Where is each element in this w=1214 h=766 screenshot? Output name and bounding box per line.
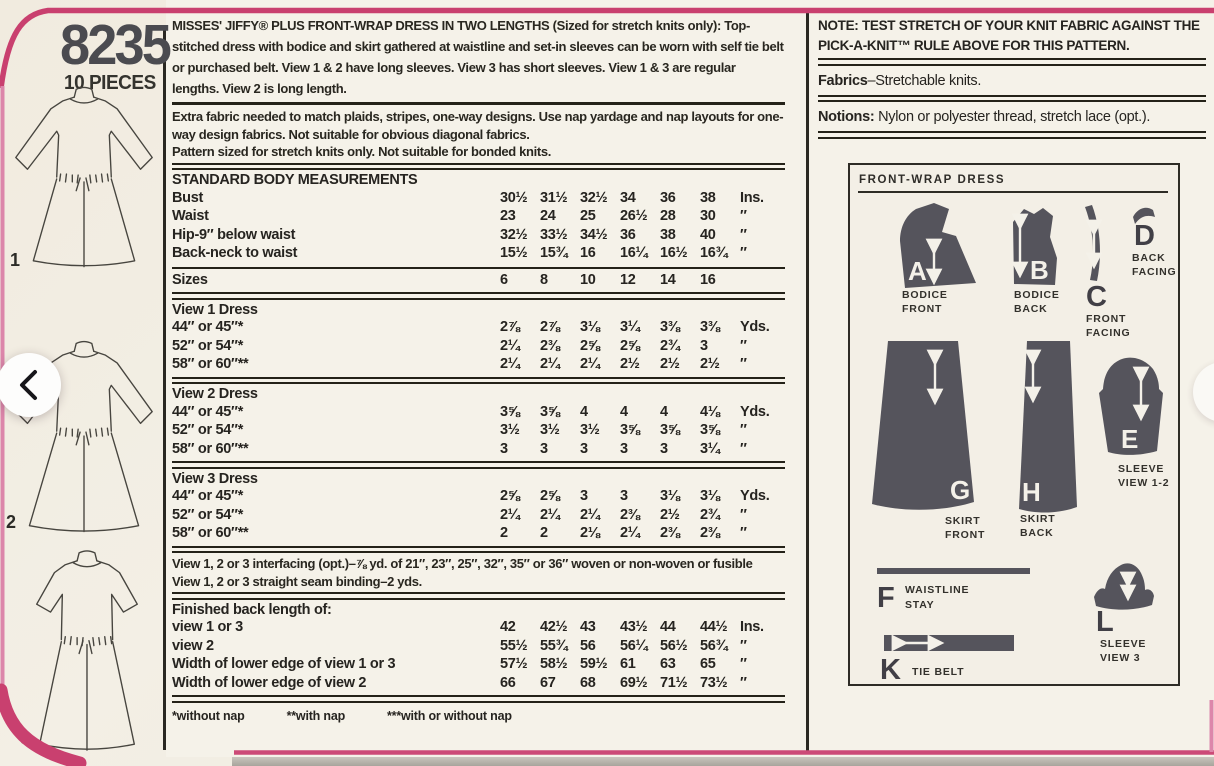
row-label: 58″ or 60″** (172, 440, 249, 457)
table-row (172, 675, 785, 694)
section-rule-double (172, 163, 785, 171)
section-rule-double (172, 292, 785, 300)
row-value: 34½ (580, 226, 608, 243)
row-value: 66 (500, 674, 516, 691)
piece-f-label: WAISTLINE (905, 584, 970, 596)
row-label: 44″ or 45″* (172, 488, 244, 504)
row-value: 56¾ (700, 637, 728, 654)
sizes-table (172, 272, 785, 291)
row-value: 2¼ (540, 506, 560, 523)
row-label: Back-neck to waist (172, 245, 298, 261)
row-value: 3⅝ (660, 422, 680, 438)
row-unit: ″ (740, 245, 747, 261)
row-unit: ″ (740, 525, 747, 541)
row-value: 16 (700, 271, 716, 288)
row-unit: ″ (740, 656, 747, 672)
section-rule-double (818, 131, 1206, 139)
svg-text:BACK: BACK (1020, 527, 1054, 539)
row-value: 2¼ (580, 356, 600, 372)
view-3-yardage-heading: View 3 Dress (172, 470, 258, 487)
row-value: 3⅜ (700, 319, 720, 335)
section-rule (172, 102, 785, 105)
row-value: 2⅝ (580, 337, 600, 354)
row-value: 71½ (660, 674, 688, 691)
view-1-yardage-heading: View 1 Dress (172, 301, 258, 318)
pattern-pieces-drawing (850, 165, 1177, 683)
row-value: 68 (580, 674, 596, 691)
section-rule-double (818, 58, 1206, 66)
piece-f-shape (877, 568, 1030, 574)
row-unit: ″ (740, 637, 747, 654)
pattern-description: MISSES' JIFFY® PLUS FRONT-WRAP DRESS IN TWO LENGTHS (Sized for stretch knits only): Top-stitched dress with bodice and skirt gathered at waistline and set-in sleeves can be worn with self tie belt or purchased belt. View 1 & 2 have long sleeves. View 3 has short sleeves. View 1 & 3 are regular lengths. View 2 is long length. (172, 18, 784, 96)
row-value: 42½ (540, 619, 568, 635)
piece-l-letter: L (1096, 606, 1114, 638)
row-value: 2⅛ (580, 525, 600, 541)
row-value: 63 (660, 656, 676, 672)
row-value: 56¼ (620, 637, 648, 654)
row-value: 3⅝ (700, 422, 720, 438)
view-1-dress-illustration (8, 82, 160, 274)
row-value: 3⅛ (700, 488, 720, 504)
row-value: 38 (700, 189, 716, 206)
row-value: 36 (620, 226, 636, 243)
view-3-yardage-table (172, 488, 785, 544)
row-value: 2½ (660, 506, 680, 523)
piece-l-shape (1094, 563, 1154, 609)
row-value: 2¼ (620, 525, 640, 541)
table-row (172, 356, 785, 375)
row-value: 2⅝ (620, 337, 640, 354)
piece-c-shape (1085, 205, 1100, 281)
row-value: 44½ (700, 619, 728, 635)
row-value: 42 (500, 619, 516, 635)
row-value: 23 (500, 208, 516, 224)
row-value: 61 (620, 656, 636, 672)
row-label: 58″ or 60″** (172, 356, 249, 372)
chevron-left-icon (14, 368, 44, 402)
row-value: 44 (660, 619, 676, 635)
column-divider-right (806, 12, 809, 752)
row-label: 44″ or 45″* (172, 319, 244, 335)
table-row (172, 441, 785, 460)
interfacing-note: View 1, 2 or 3 interfacing (opt.)–⅞ yd. of 21″, 23″, 25″, 32″, 35″ or 36″ woven or non-woven or fusible View 1, 2 or 3 straight seam binding–2 yds. (172, 556, 753, 589)
row-value: 16½ (660, 245, 688, 261)
svg-text:FRONT: FRONT (945, 529, 986, 541)
row-value: 58½ (540, 656, 568, 672)
row-value: 56½ (660, 637, 688, 654)
view-2-yardage-table (172, 404, 785, 460)
row-value: 2⅜ (700, 525, 720, 541)
nap-footnotes (172, 709, 785, 723)
piece-l-label: SLEEVE (1100, 638, 1147, 650)
row-value: 4 (620, 403, 628, 420)
row-value: 33½ (540, 226, 568, 243)
table-row (172, 619, 785, 638)
row-unit: ″ (740, 208, 747, 224)
row-unit: ″ (740, 356, 747, 372)
row-value: 69½ (620, 674, 648, 691)
row-value: 2¾ (700, 506, 720, 523)
row-label: view 1 or 3 (172, 619, 243, 635)
table-row (172, 638, 785, 657)
table-row (172, 656, 785, 675)
svg-text:FRONT: FRONT (902, 303, 943, 315)
row-value: 34 (620, 189, 636, 206)
piece-f-letter: F (877, 582, 895, 614)
row-value: 2⅝ (500, 488, 520, 504)
row-value: 2 (540, 525, 548, 541)
row-unit: Ins. (740, 619, 764, 635)
row-value: 55¾ (540, 637, 568, 654)
row-value: 26½ (620, 208, 648, 224)
piece-a-label: BODICE (902, 289, 948, 301)
row-value: 73½ (700, 674, 728, 691)
row-value: 16 (580, 245, 596, 261)
piece-b-label: BODICE (1014, 289, 1060, 301)
piece-e-letter: E (1121, 424, 1139, 454)
row-label: Width of lower edge of view 2 (172, 674, 367, 691)
row-unit: Yds. (740, 319, 770, 335)
section-rule-double (172, 695, 785, 703)
piece-k-label: TIE BELT (912, 666, 965, 678)
row-value: 3 (620, 488, 628, 504)
footnote-with-or-without-nap: ***with or without nap (387, 708, 512, 723)
view-2-number: 2 (6, 512, 17, 532)
row-value: 3 (580, 440, 588, 457)
row-value: 2⅜ (540, 337, 560, 354)
view-2-yardage-heading: View 2 Dress (172, 386, 258, 402)
row-value: 2⅜ (660, 525, 680, 541)
row-value: 59½ (580, 656, 608, 672)
section-rule-double (172, 592, 785, 600)
table-row (172, 422, 785, 441)
row-label: Width of lower edge of view 1 or 3 (172, 656, 396, 672)
row-value: 3⅛ (580, 319, 600, 335)
row-value: 65 (700, 656, 716, 672)
piece-k-letter: K (880, 654, 901, 683)
row-value: 55½ (500, 637, 528, 654)
piece-g-letter: G (950, 475, 971, 505)
row-value: 2¼ (500, 356, 520, 372)
pattern-pieces-diagram (848, 163, 1180, 686)
view-3-number: 3 (20, 728, 31, 748)
row-value: 15¾ (540, 245, 568, 261)
row-unit: ″ (740, 674, 747, 691)
row-unit: Yds. (740, 403, 770, 420)
row-value: 2½ (620, 356, 640, 372)
row-value: 24 (540, 208, 556, 224)
row-value: 43½ (620, 619, 648, 635)
row-unit: ″ (740, 506, 747, 523)
row-value: 25 (580, 208, 596, 224)
piece-d-letter: D (1134, 220, 1155, 252)
row-label: 44″ or 45″* (172, 403, 244, 420)
row-unit: ″ (740, 337, 747, 354)
row-value: 43 (580, 619, 596, 635)
body-measurements-heading: STANDARD BODY MEASUREMENTS (172, 172, 418, 188)
row-unit: ″ (740, 440, 747, 457)
row-value: 32½ (580, 189, 608, 206)
row-label: Bust (172, 189, 204, 206)
row-value: 2½ (660, 356, 680, 372)
row-value: 3 (500, 440, 508, 457)
table-row (172, 227, 785, 246)
row-value: 10 (580, 271, 596, 288)
svg-text:VIEW 1-2: VIEW 1-2 (1118, 477, 1170, 489)
section-rule-double (172, 377, 785, 385)
row-label: 52″ or 54″* (172, 506, 244, 523)
row-value: 2¼ (580, 506, 600, 523)
pieces-count-label: 10 PIECES (64, 72, 156, 94)
row-value: 2⅝ (540, 488, 560, 504)
row-value: 2¼ (500, 506, 520, 523)
svg-text:FACING: FACING (1132, 266, 1177, 278)
row-value: 56 (580, 637, 596, 654)
row-value: 2⅞ (500, 319, 520, 335)
table-row (172, 190, 785, 209)
row-unit: Ins. (740, 189, 764, 206)
row-value: 36 (660, 189, 676, 206)
row-value: 38 (660, 226, 676, 243)
row-value: 12 (620, 271, 636, 288)
row-label: Sizes (172, 271, 208, 288)
row-value: 2¼ (500, 337, 520, 354)
table-row (172, 208, 785, 227)
svg-text:STAY: STAY (905, 599, 935, 611)
extra-fabric-note: Extra fabric needed to match plaids, stripes, one-way designs. Use nap yardage and nap layouts for one-way design fabrics. Not suitable for obvious diagonal fabrics. Pattern sized for stretch knits only. Not suitable for bonded knits. (172, 109, 784, 159)
table-row (172, 245, 785, 264)
row-label: 58″ or 60″** (172, 525, 249, 541)
pieces-box-title: FRONT-WRAP DRESS (859, 174, 1006, 186)
piece-b-letter: B (1030, 255, 1049, 285)
row-value: 3⅛ (660, 488, 680, 504)
row-value: 4 (580, 403, 588, 420)
piece-g-label: SKIRT (945, 515, 981, 527)
row-value: 3⅝ (620, 422, 640, 438)
table-row (172, 488, 785, 507)
table-row (172, 507, 785, 526)
piece-h-letter: H (1022, 477, 1041, 507)
piece-e-label: SLEEVE (1118, 463, 1165, 475)
view-1-yardage-table (172, 319, 785, 375)
column-divider-left (163, 28, 166, 750)
piece-h-label: SKIRT (1020, 513, 1056, 525)
finished-length-table (172, 619, 785, 693)
footnote-with-nap: **with nap (286, 708, 346, 723)
fabrics-line: Fabrics–Stretchable knits. (818, 72, 982, 89)
svg-text:VIEW 3: VIEW 3 (1100, 652, 1141, 664)
svg-text:FACING: FACING (1086, 327, 1131, 339)
row-label: 52″ or 54″* (172, 422, 244, 438)
piece-d-label: BACK (1132, 252, 1166, 264)
piece-c-label: FRONT (1086, 313, 1127, 325)
row-value: 31½ (540, 189, 568, 206)
table-row (172, 404, 785, 423)
row-value: 6 (500, 271, 508, 288)
view-3-dress-illustration (12, 546, 160, 760)
row-value: 3¼ (700, 440, 720, 457)
carousel-prev-button[interactable] (0, 353, 61, 417)
row-label: view 2 (172, 637, 214, 654)
pattern-number: 8235 (60, 13, 170, 77)
view-1-number: 1 (10, 250, 21, 270)
row-value: 16¼ (620, 245, 648, 261)
row-value: 3 (540, 440, 548, 457)
row-value: 3 (580, 488, 588, 504)
svg-text:BACK: BACK (1014, 303, 1048, 315)
row-value: 4 (660, 403, 668, 420)
row-value: 3⅝ (540, 403, 560, 420)
row-value: 3½ (580, 422, 600, 438)
row-value: 3½ (500, 422, 520, 438)
row-value: 16¾ (700, 245, 728, 261)
row-value: 3 (660, 440, 668, 457)
scan-edge-band (232, 757, 1214, 766)
row-value: 3⅝ (500, 403, 520, 420)
row-value: 4⅛ (700, 403, 720, 420)
row-value: 2¾ (660, 337, 680, 354)
section-rule-double (818, 95, 1206, 103)
row-value: 2½ (700, 356, 720, 372)
row-value: 40 (700, 226, 716, 243)
table-row (172, 338, 785, 357)
row-value: 3¼ (620, 319, 640, 335)
row-value: 2⅞ (540, 319, 560, 335)
row-value: 3 (700, 337, 708, 354)
piece-a-letter: A (908, 256, 927, 286)
row-unit: ″ (740, 226, 747, 243)
footnote-without-nap: *without nap (172, 708, 245, 723)
table-row (172, 525, 785, 544)
table-row (172, 319, 785, 338)
finished-length-heading: Finished back length of: (172, 601, 332, 618)
row-label: Hip-9″ below waist (172, 226, 296, 243)
row-unit: Yds. (740, 488, 770, 504)
piece-c-letter: C (1086, 281, 1107, 313)
row-value: 30½ (500, 189, 528, 206)
row-value: 2¼ (540, 356, 560, 372)
knit-test-note: NOTE: TEST STRETCH OF YOUR KNIT FABRIC AGAINST THE PICK-A-KNIT™ RULE ABOVE FOR THIS PATTERN. (818, 18, 1200, 53)
row-label: Waist (172, 208, 209, 224)
row-value: 32½ (500, 226, 528, 243)
row-value: 3½ (540, 422, 560, 438)
row-value: 2⅜ (620, 506, 640, 523)
row-value: 3⅜ (660, 319, 680, 335)
row-value: 3 (620, 440, 628, 457)
row-value: 14 (660, 271, 676, 288)
section-rule-double (172, 461, 785, 469)
description-title: MISSES' JIFFY® PLUS FRONT-WRAP DRESS IN TWO LENGTHS (172, 18, 550, 33)
notions-line: Notions: Nylon or polyester thread, stretch lace (opt.). (818, 109, 1151, 125)
row-value: 57½ (500, 656, 528, 672)
row-value: 28 (660, 208, 676, 224)
row-value: 67 (540, 674, 556, 691)
row-value: 8 (540, 271, 548, 288)
section-rule-double (172, 546, 785, 554)
body-measurements-table (172, 190, 785, 264)
table-row (172, 272, 785, 291)
row-value: 2 (500, 525, 508, 541)
row-label: 52″ or 54″* (172, 337, 244, 354)
row-value: 30 (700, 208, 716, 224)
row-value: 15½ (500, 245, 528, 261)
row-unit: ″ (740, 422, 747, 438)
section-rule (172, 267, 785, 269)
